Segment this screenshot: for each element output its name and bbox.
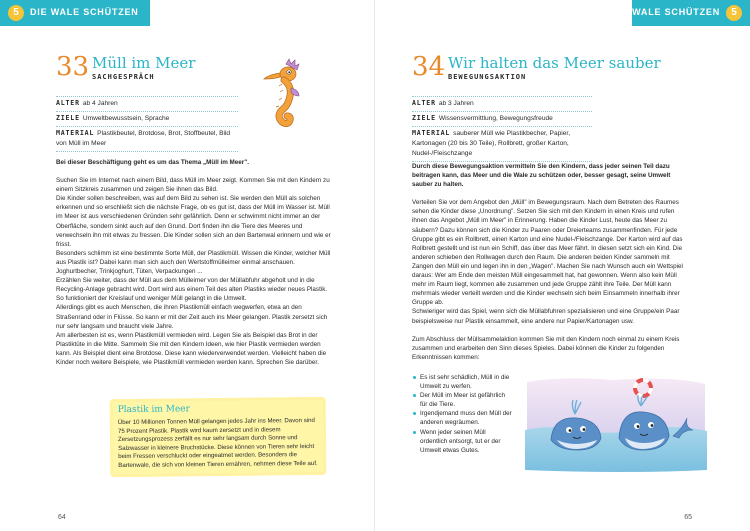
intro-text: Bei dieser Beschäftigung geht es um das Thema „Müll im Meer".	[56, 159, 249, 166]
activity-number: 33	[56, 52, 90, 82]
activity-subtitle: SACHGESPRÄCH	[92, 73, 155, 81]
list-item: Es ist sehr schädlich, Müll in die Umwelt zu werfen.	[412, 373, 512, 391]
chapter-number-badge: 5	[726, 5, 742, 21]
list-item: Wenn jeder seinen Müll ordentlich entsorgt, tut er der Umwelt etwas Gutes.	[412, 428, 512, 455]
body-paragraph: Schwieriger wird das Spiel, wenn sich die Müllabfuhren spezialisieren und eine Gruppe/ein Paar beispielsweise nur Plastik einsammelt, eine andere nur Papier/Kartonagen usw.	[412, 308, 680, 325]
info-box	[110, 397, 327, 477]
activity-subtitle: BEWEGUNGSAKTION	[448, 73, 527, 81]
body-paragraph: Suchen Sie im Internet nach einem Bild, dass Müll im Meer zeigt. Kommen Sie mit den Kindern zu einem Sitzkreis zusammen und zeigen Sie ihnen das Bild.	[56, 177, 330, 194]
body-paragraph: Besonders schlimm ist eine bestimmte Sorte Müll, der Plastikmüll. Wissen die Kinder, welcher Müll aus Plastik ist? Dabei kann man sich auch den Wertstoffmülleimer einmal anschauen. Joghurtbecher, Trinkjoghurt, Tüten, Verpackungen ...	[56, 249, 331, 276]
activity-title: Wir halten das Meer sauber	[448, 54, 661, 72]
info-box-title: Plastik im Meer	[117, 404, 190, 416]
seahorse-illustration	[258, 58, 310, 138]
chapter-number-badge: 5	[8, 5, 24, 21]
activity-body-right	[412, 162, 688, 362]
meta-row-age: ALTER ab 4 Jahren	[56, 96, 238, 111]
insights-list	[412, 373, 512, 455]
chapter-title: DIE WALE SCHÜTZEN	[30, 7, 139, 17]
body-paragraph: Die Kinder sollen beschreiben, was auf dem Bild zu sehen ist. Sie werden den Müll als solchen erkennen und so erschließt sich die nächste Frage, ob es gut ist, dass der Müll im Wasser ist. Müll im Meer ist aus verschiedenen Gründen sehr gefährlich. Denn er schwimmt nicht immer an der Oberfläche, sondern sinkt auch auf den Grund. Dort finden ihn die Tiere des Meeres und verwechseln ihn mit etwas zu fressen. Die Kinder sollen sich an den Bartenwal erinnern und wie er frisst.	[56, 195, 331, 248]
page-number: 64	[58, 514, 66, 521]
right-page	[375, 0, 750, 531]
intro-text: Durch diese Bewegungsaktion vermitteln Sie den Kindern, dass jeder seinen Teil dazu beitragen kann, das Meer und die Wale zu schützen oder, besser gesagt, seine Umwelt sauber zu halten.	[412, 163, 671, 189]
body-paragraph: Zum Abschluss der Müllsammelaktion kommen Sie mit den Kindern noch einmal zu einem Kreis zusammen und erarbeiten den Sinn dieses Spieles. Dabei können die Kinder zu folgenden Erkenntnissen kommen:	[412, 335, 680, 361]
chapter-header-left	[0, 0, 150, 26]
chapter-header-right	[611, 0, 750, 26]
whales-illustration	[523, 374, 709, 474]
body-paragraph: Allerdings gibt es auch Menschen, die ihren Plastikmüll einfach wegwerfen, etwa an den Straßenrand oder in Flüsse. So kann er mit der Zeit auch ins Meer gelangen. Plastik zersetzt sich nur sehr langsam und braucht viele Jahre.	[56, 304, 328, 330]
meta-row-goals: ZIELE Wissensvermittlung, Bewegungsfreude	[412, 111, 592, 126]
meta-row-material: MATERIAL sauberer Müll wie Plastikbecher, Papier, Kartonagen (20 bis 30 Teile), Rollbrett, großer Karton, Nudel-/Fleischzange	[412, 126, 592, 162]
page-number: 65	[684, 514, 692, 521]
meta-row-goals: ZIELE Umweltbewusstsein, Sprache	[56, 111, 238, 126]
meta-row-material: MATERIAL Plastikbeutel, Brotdose, Brot, Stoffbeutel, Bild von Müll im Meer	[56, 126, 238, 152]
activity-body-left	[56, 158, 332, 367]
body-paragraph: Verteilen Sie vor dem Angebot den „Müll" im Bewegungsraum. Nach dem Betreten des Raumes sehen die Kinder diese „Unordnung". Setzen Sie sich mit den Kindern in einen Kreis und rufen ihnen das Angebot „Müll im Meer" in Erinnerung. Haben die Kinder Lust, heute das Meer zu säubern? Dazu können sich die Kinder zu Paaren oder Dreierteams zusammenfinden. Für jede Gruppe gibt es ein Rollbrett, einen Karton und eine Nudel-/Fleischzange. Der Karton wird auf das Rollbrett gestellt und ist nun ein Schiff, das über das Meer fährt. In diesen setzt sich ein Kind. Die anderen schieben den Rollwagen durch den Raum. Die anderen beiden Kinder sammeln mit Zangen den Müll ein und legen ihn in den „Wagen". Machen Sie nach Wunsch auch ein Wettspiel daraus: Wer am Ende den meisten Müll eingesammelt hat, hat gewonnen. Wenn also kein Müll mehr im Raum liegt, kommen alle zusammen und jede Gruppe zählt ihre Teile. Der Müll kann mehrmals wieder verteilt werden und die Kinder wechseln sich beim Einsammeln innerhalb ihrer Gruppe ab.	[412, 199, 683, 307]
activity-meta	[56, 96, 238, 152]
info-box-text: Über 10 Millionen Tonnen Müll gelangen jedes Jahr ins Meer. Davon sind 75 Prozent Plastik. Plastik wird kaum zersetzt und in diesem Zersetzungsprozess zerfällt es nur sehr langsam durch Sonne und Salzwasser in kleinere Bruchstücke. Diese können von Tieren sehr leicht beim Fressen verschluckt oder eingeatmet werden. Besonders die Bartenwale, die sich von kleinen Tieren ernähren, nehmen diese Teile auf.	[117, 416, 318, 470]
body-paragraph: Am allerbesten ist es, wenn Plastikmüll vermieden wird. Legen Sie als Beispiel das Brot in der Plastiktüte in die Mitte. Sammeln Sie mit den Kindern Ideen, wie hier Plastik vermieden werden kann. Als Beispiel dient eine Brotdose. Diese kann wiederverwendet werden. Vielleicht haben die Kinder noch weitere Beispiele, wie Plastikmüll vermieden werden kann. Sprechen Sie darüber.	[56, 331, 327, 366]
meta-row-age: ALTER ab 3 Jahren	[412, 96, 592, 111]
activity-meta	[412, 96, 592, 162]
list-item: Irgendjemand muss den Müll der anderen wegräumen.	[412, 409, 512, 427]
activity-title: Müll im Meer	[92, 54, 196, 72]
list-item: Der Müll im Meer ist gefährlich für die Tiere.	[412, 391, 512, 409]
body-paragraph: Erzählen Sie weiter, dass der Müll aus dem Mülleimer von der Müllabfuhr abgeholt und in die Recycling-Anlage gebracht wird. Dort wird aus einem Teil des alten Plastiks wieder neues Plastik. So funktioniert der Kreislauf und weniger Müll gelangt in die Umwelt.	[56, 277, 328, 303]
chapter-title: DIE WALE SCHÜTZEN	[611, 7, 720, 17]
activity-number: 34	[412, 52, 446, 82]
